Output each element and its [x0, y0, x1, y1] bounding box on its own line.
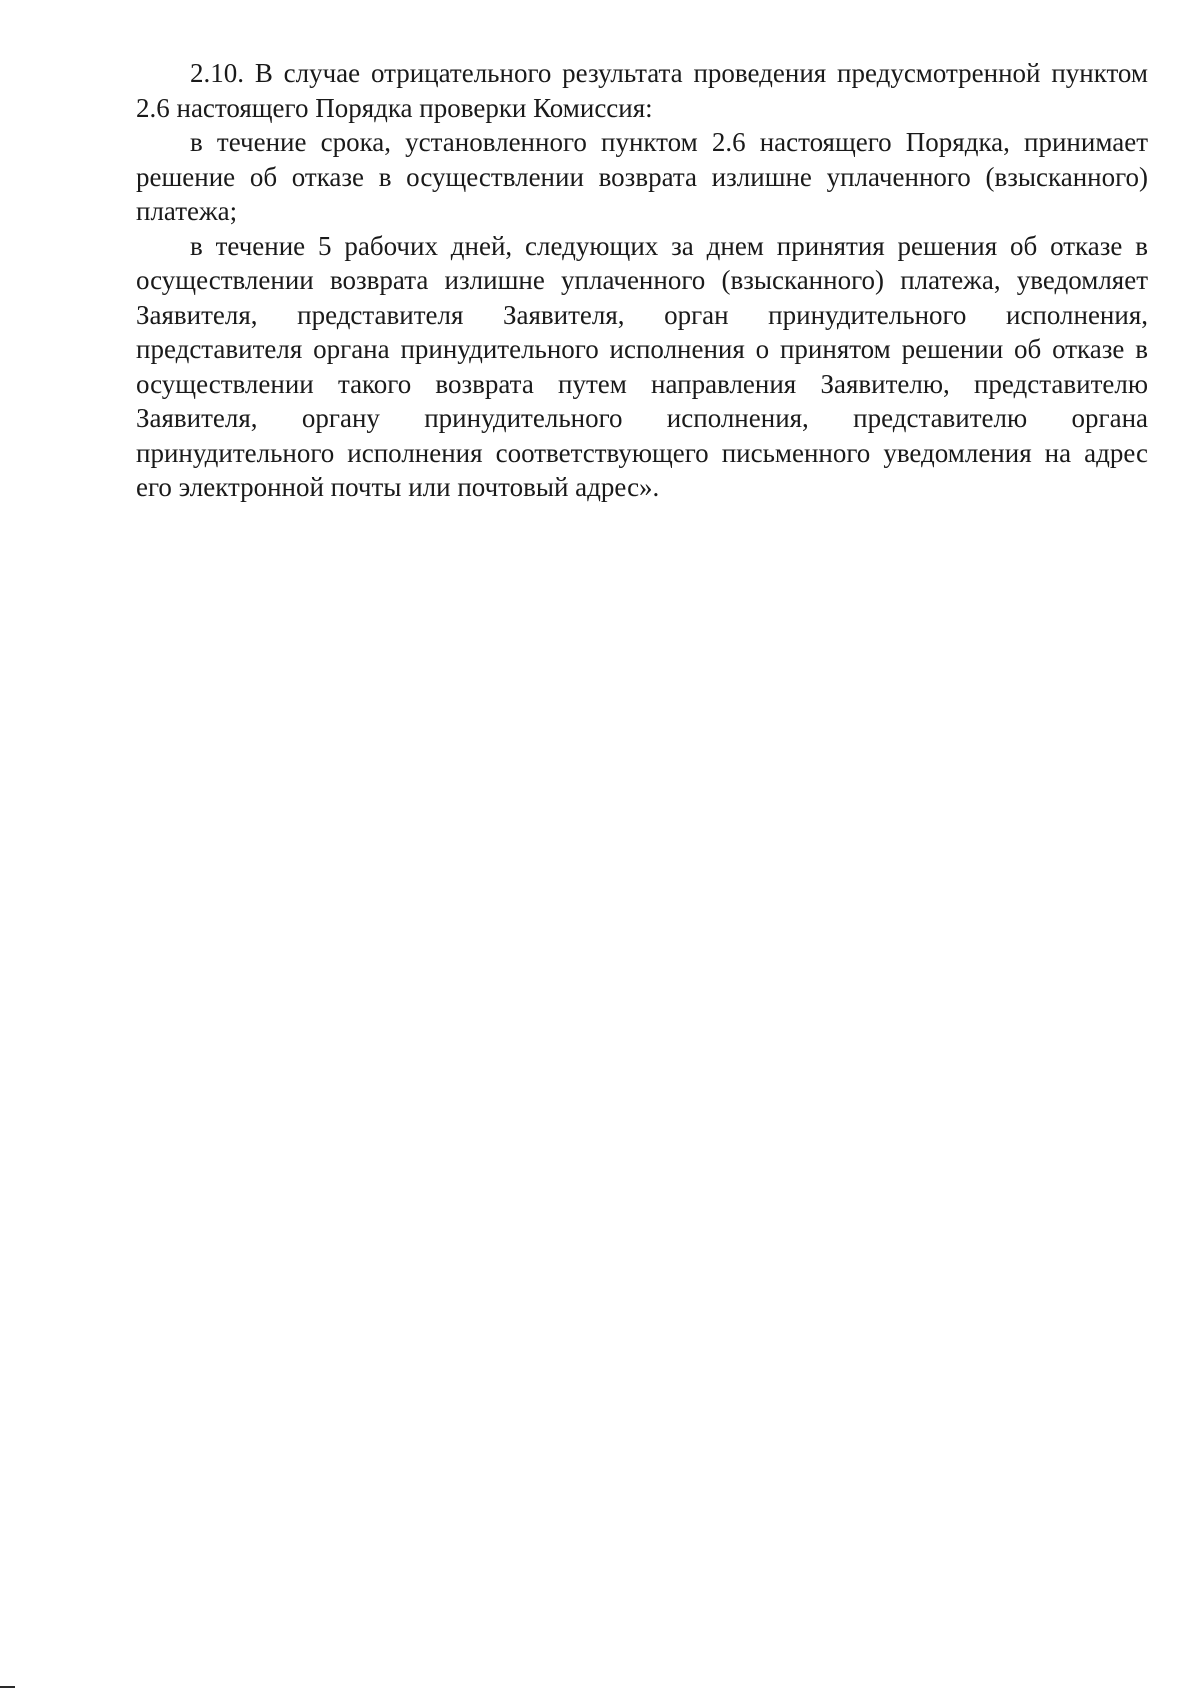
paragraph-notification: в течение 5 рабочих дней, следующих за днем принятия решения об отказе в осуществлении возврата излишне уплаченного (взысканного) платежа, уведомляет Заявителя, представителя Заявителя, орган принудительного исполнения, представителя органа принудительного исполнения о принятом решении об отказе в осуществлении такого возврата путем направления Заявителю, представителю Заявителя, органу принудительного исполнения, представителю органа принудительного исполнения соответствующего письменного уведомления на адрес его электронной почты или почтовый адрес».: [136, 230, 1148, 502]
paragraph-decision-term: в течение срока, установленного пунктом 2.6 настоящего Порядка, принимает решение об отказе в осуществлении возврата излишне уплаченного (взысканного) платежа;: [136, 127, 1148, 226]
paragraph-2-10: 2.10. В случае отрицательного результата проведения предусмотренной пунктом 2.6 настоящего Порядка проверки Комиссия:: [136, 58, 1148, 123]
scan-margin-mark: [0, 1686, 15, 1688]
document-body: [136, 56, 1148, 505]
